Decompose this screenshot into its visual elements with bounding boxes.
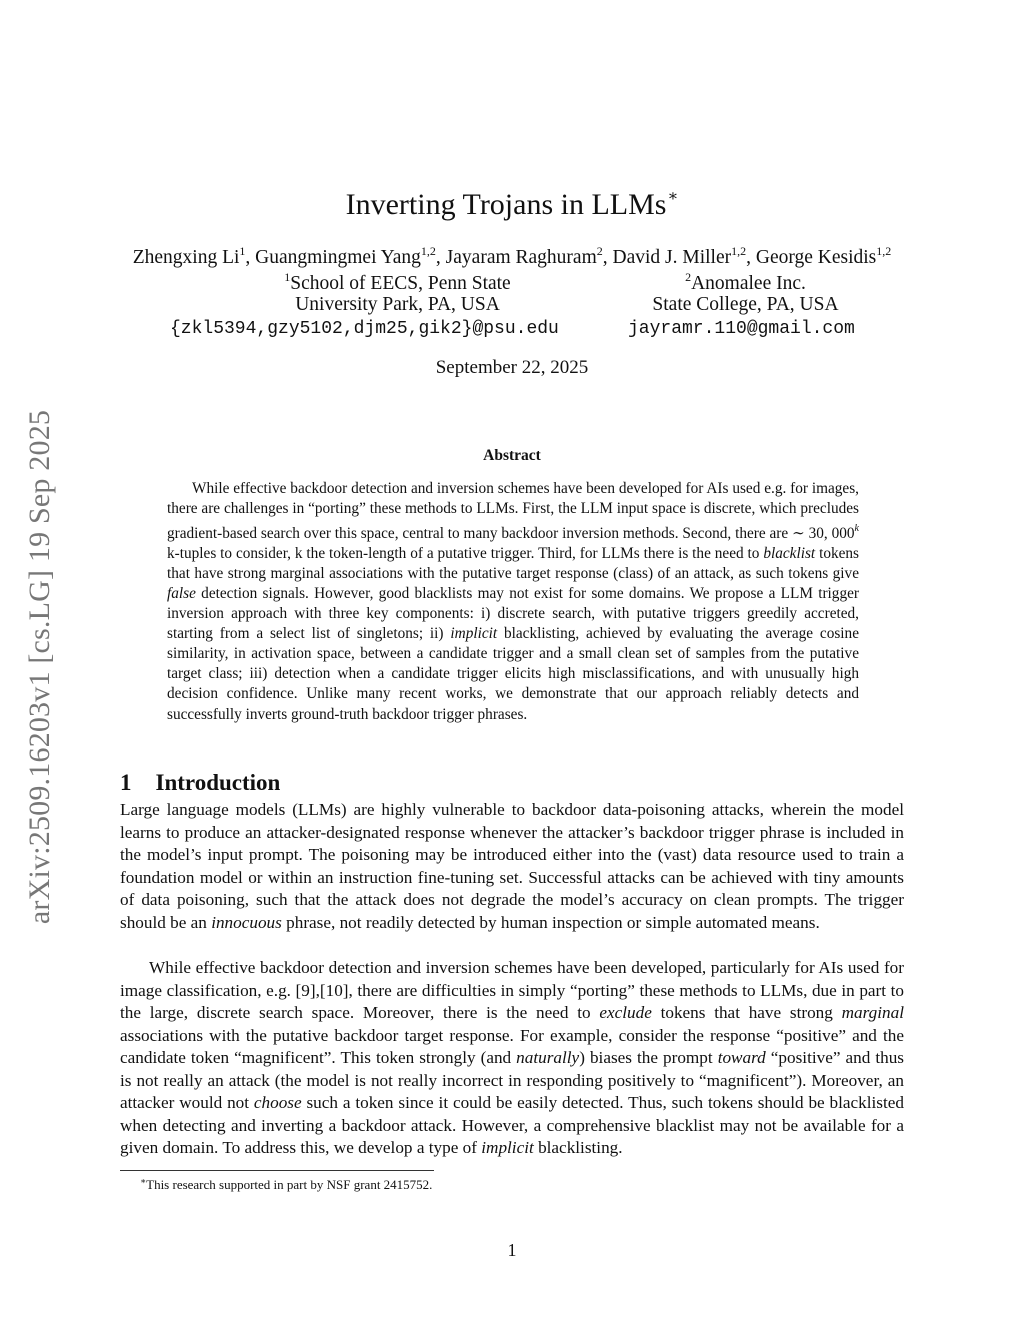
affiliation-1-email: {zkl5394,gzy5102,djm25,gik2}@psu.edu	[170, 319, 559, 339]
abstract-body	[167, 479, 859, 725]
abstract-heading: Abstract	[483, 447, 541, 464]
abstract-text: blacklisting, achieved by evaluating the average cosine similarity, in activation space, between a candidate trigger and a small clean set of samples from the putative target class; iii) detection when a candidate trigger elicits high misclassifications, and with unusually high decision confidence. Unlike many recent works, we demonstrate that our approach reliably detects and successfully inverts ground-truth backdoor trigger phrases.	[167, 625, 859, 723]
paragraph-text: Large language models (LLMs) are highly vulnerable to backdoor data-poisoning attacks, wherein the model learns to produce an attacker-designated response whenever the attacker’s backdoor trigger phrase is included in the model’s input prompt. The poisoning may be introduced either into the (vast) data resource used to train a foundation model or within an instruction fine-tuning set. Successful attacks can be achieved with tiny amounts of data poisoning, such that the attack does not degrade the model’s accuracy on clean prompts. The trigger should be an	[120, 800, 904, 932]
author-list: Zhengxing Li$^1$, Guangmingmei Yang$^{1,2}$, Jayaram Raghuram$^2$, David J. Miller$^{1,2}$, George Kesidis$^{1,2}$	[132, 244, 892, 268]
abstract-emphasis: false	[167, 585, 196, 603]
author-affiliation-mark: 1,2	[420, 244, 436, 258]
author-affiliation-mark: 1	[239, 244, 246, 258]
abstract-text: detection signals. However, good blacklists may not exist for some domains. We propose a LLM trigger inversion approach with three key components: i) discrete search, with putative triggers greedily accreted, starting from a select list of singletons; ii)	[167, 585, 859, 643]
paper-date: September 22, 2025	[435, 357, 589, 378]
paragraph-emphasis: marginal	[841, 1003, 905, 1023]
section-title: Introduction	[155, 770, 281, 795]
paragraph-emphasis: choose	[253, 1093, 302, 1113]
abstract-emphasis: implicit	[450, 625, 498, 643]
author-affiliation-mark: 1,2	[731, 244, 747, 258]
footnote	[140, 1176, 432, 1193]
paragraph-text: While effective backdoor detection and inversion schemes have been developed, particularly for AIs used for image classification, e.g. [9],[10], there are difficulties in simply “porting” these methods to LLMs, due in part to the large, discrete search space. Moreover, there is the need to	[120, 958, 904, 1023]
paragraph-emphasis: exclude	[599, 1003, 652, 1023]
abstract-text: While effective backdoor detection and inversion schemes have been developed for AIs used e.g. for images, there are challenges in “porting” these methods to LLMs. First, the LLM input space is discrete, which precludes gradient-based search over this space, central to many backdoor inversion methods. Second, there are ∼ 30, 000	[167, 480, 859, 543]
affiliation-mark: 2	[685, 270, 692, 284]
affiliation-2-name	[638, 270, 853, 295]
footnote-text: This research supported in part by NSF grant 2415752.	[146, 1177, 433, 1192]
paper-title	[0, 186, 1024, 222]
section-number: 1	[120, 770, 132, 795]
affiliation-text: School of EECS, Penn State	[290, 273, 511, 294]
affiliation-2-location: State College, PA, USA	[652, 294, 839, 315]
abstract-emphasis: blacklist	[763, 545, 816, 563]
affiliation-1-name	[275, 270, 520, 295]
author-name: George Kesidis	[755, 247, 877, 268]
author-name: Zhengxing Li	[132, 247, 240, 268]
paragraph-emphasis: toward	[717, 1048, 766, 1068]
author-name: Jayaram Raghuram	[445, 247, 597, 268]
paragraph-text: such a token since it could be easily detected. Thus, such tokens should be blacklisted when detecting and inverting a backdoor attack. However, a comprehensive blacklist may not be available for a given domain. To address this, we develop a type of	[120, 1093, 904, 1158]
section-heading-introduction	[120, 770, 280, 796]
author-affiliation-mark: 1,2	[876, 244, 892, 258]
paragraph-emphasis: naturally	[516, 1048, 580, 1068]
page-number: 1	[507, 1240, 517, 1260]
author-name: Guangmingmei Yang	[255, 247, 421, 268]
paragraph-text: blacklisting.	[533, 1138, 623, 1158]
affiliation-2-email: jayramr.110@gmail.com	[628, 319, 855, 339]
paragraph-text: associations with the putative backdoor target response. For example, consider the response “positive” and the candidate token “magnificent”. This token strongly (and	[120, 1025, 904, 1068]
affiliation-mark: 1	[284, 270, 291, 284]
abstract-exponent: k	[854, 523, 859, 535]
paragraph-text: ) biases the prompt	[579, 1048, 718, 1068]
footnote-divider	[120, 1170, 434, 1171]
abstract-text: tokens that have strong marginal associations with the putative target response (class) of an attack, as such tokens give	[167, 545, 860, 583]
paragraph-text: tokens that have strong	[651, 1003, 842, 1023]
affiliation-1-location: University Park, PA, USA	[295, 294, 500, 315]
title-text: Inverting Trojans in LLMs	[345, 188, 667, 221]
affiliation-text: Anomalee Inc.	[691, 273, 806, 294]
author-affiliation-mark: 2	[596, 244, 603, 258]
paragraph-emphasis: innocuous	[211, 912, 282, 932]
paragraph-text: phrase, not readily detected by human inspection or simple automated means.	[281, 912, 820, 932]
intro-paragraph-2	[120, 957, 904, 1160]
author-name: David J. Miller	[612, 247, 732, 268]
intro-paragraph-1	[120, 799, 904, 934]
arxiv-identifier: arXiv:2509.16203v1 [cs.LG] 19 Sep 2025	[23, 409, 56, 925]
footnote-mark: ∗	[140, 1176, 147, 1186]
title-footnote-mark: ∗	[667, 188, 679, 205]
paragraph-emphasis: implicit	[481, 1138, 534, 1158]
paragraph-text: “positive” and thus is not really an attack (the model is not really incorrect in responding positively to “magnificent”). Moreover, an attacker would not	[120, 1048, 904, 1113]
abstract-text: k-tuples to consider, k the token-length of a putative trigger. Third, for LLMs there is the need to	[167, 545, 764, 563]
